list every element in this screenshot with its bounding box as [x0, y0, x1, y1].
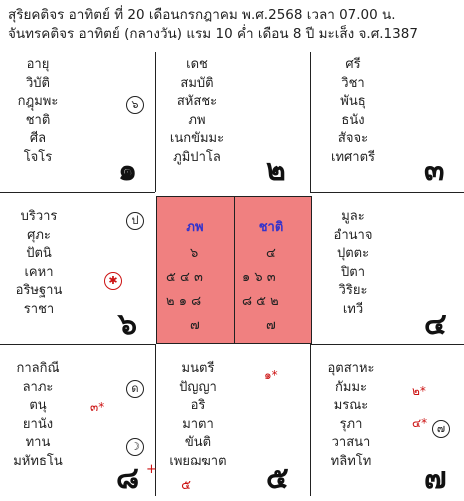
house-name: ยานัง	[22, 416, 54, 432]
house-8-number: ๘	[116, 461, 140, 496]
house-name: อริ	[190, 398, 206, 413]
house-name: เทศาตรี	[331, 149, 375, 165]
house-name: มหัทธโน	[13, 453, 63, 469]
planet-badge-red: ๕	[181, 478, 191, 493]
header	[8, 6, 460, 44]
planet-badge: ด	[126, 380, 144, 398]
house-name: ทลิทโท	[330, 453, 372, 469]
house-name: โจโร	[23, 149, 53, 165]
house-name: อำนาจ	[333, 227, 373, 243]
house-name: อุตสาหะ	[327, 361, 375, 376]
house-1-names	[6, 56, 70, 167]
star-mark: ๓*	[90, 400, 105, 414]
house-name: เทวี	[342, 301, 364, 317]
grid-line	[310, 52, 311, 192]
center-right-bottom: ๗	[266, 318, 276, 333]
planet-badge: ป	[126, 212, 144, 230]
house-name: กาลกิณี	[16, 361, 60, 376]
house-5-names	[162, 360, 234, 471]
house-name: ทาน	[25, 435, 51, 450]
center-left-row2: ๒ ๑ ๘	[166, 294, 202, 309]
center-left-row1: ๕ ๔ ๓	[166, 270, 203, 285]
star-mark: ๒*	[412, 384, 426, 398]
house-name: ปัตนิ	[26, 246, 52, 261]
house-name: เนกขัมมะ	[169, 131, 225, 146]
house-name: พันธุ	[340, 94, 366, 109]
house-name: เพยฌฆาต	[169, 453, 227, 469]
house-5-number: ๕	[266, 461, 289, 496]
planet-badge-red: ✱	[104, 272, 122, 290]
house-name: วาสนา	[331, 435, 371, 450]
house-name: ชาติ	[25, 112, 51, 128]
star-mark: ๔*	[412, 416, 428, 430]
center-left-bottom: ๗	[190, 318, 200, 333]
house-name: ภูมิปาโล	[173, 149, 221, 165]
house-name: มาตา	[182, 416, 214, 432]
house-name: ปิตา	[341, 264, 365, 280]
house-name: อริษฐาน	[15, 283, 63, 298]
house-name: วิบัติ	[26, 75, 50, 91]
house-4-names	[318, 208, 388, 319]
center-left-top: ๖	[190, 246, 199, 261]
house-name: สหัสชะ	[176, 94, 218, 109]
house-name: มูละ	[341, 209, 365, 224]
grid-line	[310, 344, 311, 496]
house-4-number: ๔	[424, 307, 447, 342]
house-name: รุภา	[339, 416, 363, 432]
center-right-row2: ๘ ๕ ๒	[242, 294, 279, 309]
house-name: สัจจะ	[337, 131, 369, 146]
house-name: บริวาร	[20, 209, 58, 224]
house-name: มนตรี	[181, 361, 215, 376]
solar-date-line: สุริยคติจร อาทิตย์ ที่ 20 เดือนกรกฎาคม พ.ศ.2568 เวลา 07.00 น.	[8, 7, 396, 23]
house-1-number: ๑	[118, 153, 138, 188]
moon-icon: ☽	[126, 438, 144, 456]
center-right-title: ชาติ	[258, 220, 284, 235]
house-name: ศรี	[345, 57, 361, 72]
house-name: สมบัติ	[180, 75, 214, 91]
house-name: ลาภะ	[22, 379, 54, 395]
house-name: อายุ	[26, 57, 50, 72]
house-name: ปุตตะ	[336, 246, 370, 261]
lunar-date-line: จันทรคติจร อาทิตย์ (กลางวัน) แรม 10 ค่ำ เดือน 8 ปี มะเส็ง จ.ศ.1387	[8, 26, 418, 42]
house-name: กัมมะ	[335, 379, 367, 395]
house-name: ราชา	[23, 301, 55, 317]
house-7-names	[316, 360, 386, 471]
house-name: ศุภะ	[27, 227, 51, 243]
house-8-names	[6, 360, 70, 471]
star-mark: ๑*	[264, 368, 278, 382]
house-name: วิชา	[341, 75, 365, 91]
house-name: มรณะ	[333, 398, 369, 413]
house-name: ศีล	[29, 131, 47, 146]
center-left-title: ภพ	[186, 220, 204, 235]
house-6-number: ๖	[118, 307, 138, 342]
house-name: เดช	[186, 57, 208, 72]
house-2-names	[162, 56, 232, 167]
house-name: ขันติ	[184, 435, 212, 450]
house-name: วิริยะ	[338, 283, 368, 298]
planet-badge: ๗	[432, 420, 450, 438]
grid-line	[0, 192, 155, 193]
house-name: ปัญญา	[179, 379, 217, 395]
plus-mark: +	[146, 462, 157, 477]
grid-line	[155, 52, 156, 192]
grid-line	[310, 192, 464, 193]
grid-line	[310, 344, 464, 345]
house-2-number: ๒	[266, 153, 286, 188]
house-3-number: ๓	[424, 153, 445, 188]
center-right-top: ๔	[266, 246, 276, 261]
house-name: ภพ	[188, 112, 206, 128]
house-name: ธนัง	[341, 112, 365, 128]
astrology-chart	[0, 52, 464, 501]
house-3-names	[318, 56, 388, 167]
house-7-number: ๗	[424, 461, 447, 496]
house-6-names	[6, 208, 72, 319]
house-name: กฎุมพะ	[17, 94, 59, 109]
grid-line	[0, 344, 155, 345]
planet-badge: ๖	[126, 96, 144, 114]
house-name: ตนุ	[29, 398, 47, 413]
house-name: เคหา	[24, 264, 54, 280]
center-right-row1: ๑ ๖ ๓	[242, 270, 276, 285]
